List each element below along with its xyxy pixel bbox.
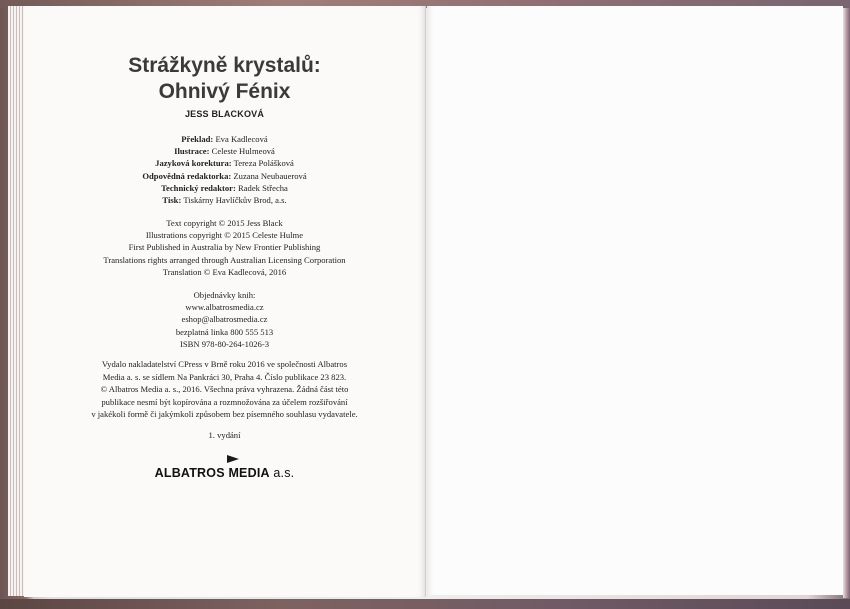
book-title xyxy=(24,53,425,105)
credit-name: Tereza Polášková xyxy=(233,158,294,169)
author-name: JESS BLACKOVÁ xyxy=(184,109,265,119)
legal-line: Vydalo nakladatelství CPress v Brně roku 2016 ve společnosti Albatros xyxy=(101,359,348,369)
right-page-blank xyxy=(427,6,843,595)
copyright-line: Translations rights arranged through Australian Licensing Corporation xyxy=(103,254,346,265)
credit-role: Jazyková korektura: xyxy=(155,158,232,169)
legal-line: publikace nesmí být kopírována a rozmnožována za účelem rozšiřování xyxy=(101,396,348,407)
credit-row xyxy=(24,133,425,145)
copyright-line: Text copyright © 2015 Jess Black xyxy=(166,218,283,228)
phone-line: bezplatná linka 800 555 513 xyxy=(175,326,274,337)
left-page xyxy=(24,6,426,597)
title-line-2: Ohnivý Fénix xyxy=(158,80,291,103)
cover-edge-bottom xyxy=(0,599,850,609)
credit-row xyxy=(24,182,425,194)
credit-row xyxy=(24,170,425,182)
logo-word-as: a.s. xyxy=(273,466,295,480)
copyright-line: Illustrations copyright © 2015 Celeste Hulme xyxy=(145,230,304,241)
cover-edge-right xyxy=(843,8,850,598)
publisher-logo xyxy=(24,455,425,482)
legal-notice xyxy=(24,358,425,421)
edition-label: 1. vydání xyxy=(208,430,241,440)
credit-name: Tiskárny Havlíčkův Brod, a.s. xyxy=(183,195,287,206)
title-line-1: Strážkyně krystalů: xyxy=(128,54,321,77)
orders-block xyxy=(24,289,425,350)
credits-list xyxy=(24,133,425,206)
website-url: www.albatrosmedia.cz xyxy=(185,302,264,313)
credit-name: Radek Střecha xyxy=(238,182,288,193)
credit-role: Odpovědná redaktorka: xyxy=(142,170,232,181)
copyright-line: Translation © Eva Kadlecová, 2016 xyxy=(162,266,287,277)
credit-role: Ilustrace: xyxy=(174,146,210,157)
eshop-email: eshop@albatrosmedia.cz xyxy=(181,314,268,325)
credit-name: Celeste Hulmeová xyxy=(211,146,275,157)
legal-line: © Albatros Media a. s., 2016. Všechna práva vyhrazena. Žádná část této xyxy=(100,384,349,395)
copyright-line: First Published in Australia by New Frontier Publishing xyxy=(128,242,321,253)
credit-name: Eva Kadlecová xyxy=(215,134,268,144)
credit-role: Překlad: xyxy=(181,134,214,144)
credit-row xyxy=(24,194,425,206)
arrow-flag-icon xyxy=(227,455,239,463)
credit-name: Zuzana Neubauerová xyxy=(233,170,307,181)
logo-word-media: MEDIA xyxy=(228,466,270,480)
page-stack-edge xyxy=(8,6,24,596)
logo-word-albatros: ALBATROS xyxy=(154,466,225,480)
credit-row xyxy=(24,145,425,157)
copyright-block xyxy=(24,217,425,278)
credit-row xyxy=(24,157,425,169)
isbn: ISBN 978-80-264-1026-3 xyxy=(179,338,270,349)
legal-line: Media a. s. se sídlem Na Pankráci 30, Praha 4. Číslo publikace 23 823. xyxy=(102,371,347,382)
credit-role: Technický redaktor: xyxy=(161,182,236,193)
legal-line: v jakékoli formě či jakýmkoli způsobem bez písemného souhlasu vydavatele. xyxy=(91,409,358,420)
credit-role: Tisk: xyxy=(162,195,182,206)
imprint-content xyxy=(24,6,425,597)
publisher-logo-text xyxy=(155,466,295,480)
orders-heading: Objednávky knih: xyxy=(193,290,256,300)
